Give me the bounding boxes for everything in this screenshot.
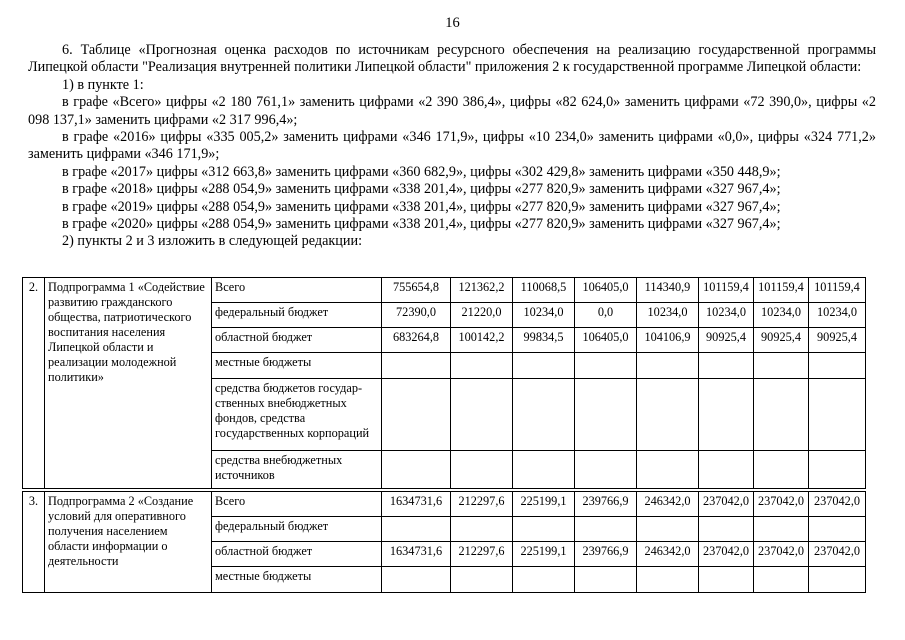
source-label: Всего	[212, 492, 382, 517]
value-cell	[637, 567, 699, 593]
value-cell: 237042,0	[809, 492, 866, 517]
value-cell	[575, 451, 637, 489]
value-cell	[575, 567, 637, 593]
value-cell	[513, 517, 575, 542]
value-cell: 101159,4	[699, 278, 754, 303]
value-cell	[451, 517, 513, 542]
table-row	[23, 278, 866, 303]
value-cell: 10234,0	[699, 303, 754, 328]
value-cell	[575, 517, 637, 542]
source-label: Всего	[212, 278, 382, 303]
value-cell	[809, 379, 866, 451]
value-cell	[754, 567, 809, 593]
value-cell	[754, 379, 809, 451]
paragraph-2020-column: в графе «2020» цифры «288 054,9» заменить цифрами «338 201,4», цифры «277 820,9» заменить цифрами «327 967,4»;	[62, 216, 781, 233]
value-cell: 21220,0	[451, 303, 513, 328]
value-cell	[637, 353, 699, 379]
value-cell	[513, 451, 575, 489]
value-cell: 237042,0	[754, 492, 809, 517]
source-label: федеральный бюджет	[212, 303, 382, 328]
value-cell	[809, 353, 866, 379]
value-cell: 90925,4	[754, 328, 809, 353]
value-cell: 90925,4	[699, 328, 754, 353]
amendment-text	[28, 42, 876, 251]
value-cell	[382, 379, 451, 451]
value-cell: 683264,8	[382, 328, 451, 353]
value-cell	[754, 353, 809, 379]
value-cell	[451, 451, 513, 489]
paragraph-item-2: 2) пункты 2 и 3 изложить в следующей редакции:	[62, 233, 363, 250]
value-cell	[699, 353, 754, 379]
value-cell: 90925,4	[809, 328, 866, 353]
value-cell: 106405,0	[575, 328, 637, 353]
value-cell	[382, 353, 451, 379]
value-cell	[637, 451, 699, 489]
value-cell	[382, 517, 451, 542]
value-cell: 225199,1	[513, 492, 575, 517]
value-cell: 72390,0	[382, 303, 451, 328]
value-cell	[513, 353, 575, 379]
value-cell	[699, 517, 754, 542]
paragraph-2018-column: в графе «2018» цифры «288 054,9» заменить цифрами «338 201,4», цифры «277 820,9» заменить цифрами «327 967,4»;	[62, 181, 781, 198]
page-number: 16	[445, 15, 460, 31]
source-label: местные бюджеты	[212, 353, 382, 379]
value-cell: 100142,2	[451, 328, 513, 353]
value-cell: 237042,0	[699, 542, 754, 567]
source-label: областной бюджет	[212, 542, 382, 567]
value-cell: 237042,0	[754, 542, 809, 567]
source-label: средства внебюджетных источников	[212, 451, 382, 489]
value-cell	[451, 379, 513, 451]
value-cell	[699, 567, 754, 593]
value-cell: 246342,0	[637, 542, 699, 567]
value-cell	[575, 353, 637, 379]
value-cell	[809, 517, 866, 542]
program-name: Подпрограмма 1 «Содействие развитию гражданского общества, патриотического воспитания населения Липецкой области и реализации молодежной политики»	[45, 278, 212, 489]
paragraph-total-column: в графе «Всего» цифры «2 180 761,1» заменить цифрами «2 390 386,4», цифры «82 624,0» заменить цифрами «72 390,0», цифры «2 098 137,1» заменить цифрами «2 317 996,4»;	[28, 94, 876, 128]
value-cell: 212297,6	[451, 492, 513, 517]
value-cell: 237042,0	[699, 492, 754, 517]
value-cell	[513, 379, 575, 451]
value-cell	[754, 517, 809, 542]
source-label: областной бюджет	[212, 328, 382, 353]
value-cell: 0,0	[575, 303, 637, 328]
value-cell: 239766,9	[575, 542, 637, 567]
table-row	[23, 492, 866, 517]
paragraph-2016-column: в графе «2016» цифры «335 005,2» заменить цифрами «346 171,9», цифры «10 234,0» заменить цифрами «0,0», цифры «324 771,2» заменить цифрами «346 171,9»;	[28, 129, 876, 163]
value-cell	[382, 451, 451, 489]
program-name: Подпрограмма 2 «Создание условий для оперативного получения населением области информации о деятельности	[45, 492, 212, 593]
value-cell: 225199,1	[513, 542, 575, 567]
value-cell: 1634731,6	[382, 492, 451, 517]
program-number: 2.	[23, 278, 45, 489]
value-cell: 10234,0	[809, 303, 866, 328]
value-cell: 106405,0	[575, 278, 637, 303]
value-cell	[809, 451, 866, 489]
value-cell	[451, 353, 513, 379]
source-label: средства бюджетов государ-ственных внебюджетных фондов, средства государственных корпораций	[212, 379, 382, 451]
paragraph-intro: 6. Таблице «Прогнозная оценка расходов по источникам ресурсного обеспечения на реализацию государственной программы Липецкой области "Реализация внутренней политики Липецкой области" приложения 2 к государственной программе Липецкой области:	[28, 42, 876, 76]
source-label: федеральный бюджет	[212, 517, 382, 542]
value-cell	[451, 567, 513, 593]
value-cell	[382, 567, 451, 593]
value-cell: 10234,0	[637, 303, 699, 328]
value-cell: 101159,4	[754, 278, 809, 303]
value-cell	[699, 451, 754, 489]
source-label: местные бюджеты	[212, 567, 382, 593]
paragraph-item-1: 1) в пункте 1:	[62, 76, 144, 93]
value-cell: 246342,0	[637, 492, 699, 517]
value-cell: 110068,5	[513, 278, 575, 303]
value-cell	[575, 379, 637, 451]
value-cell	[513, 567, 575, 593]
value-cell: 10234,0	[513, 303, 575, 328]
value-cell	[809, 567, 866, 593]
value-cell: 239766,9	[575, 492, 637, 517]
value-cell	[637, 517, 699, 542]
value-cell: 212297,6	[451, 542, 513, 567]
value-cell: 114340,9	[637, 278, 699, 303]
value-cell: 10234,0	[754, 303, 809, 328]
value-cell	[699, 379, 754, 451]
paragraph-2017-column: в графе «2017» цифры «312 663,8» заменить цифрами «360 682,9», цифры «302 429,8» заменить цифрами «350 448,9»;	[62, 163, 781, 180]
value-cell: 104106,9	[637, 328, 699, 353]
value-cell: 101159,4	[809, 278, 866, 303]
expenditure-table	[22, 277, 866, 593]
program-number: 3.	[23, 492, 45, 593]
value-cell: 99834,5	[513, 328, 575, 353]
value-cell: 1634731,6	[382, 542, 451, 567]
value-cell	[637, 379, 699, 451]
value-cell: 755654,8	[382, 278, 451, 303]
value-cell: 121362,2	[451, 278, 513, 303]
value-cell	[754, 451, 809, 489]
paragraph-2019-column: в графе «2019» цифры «288 054,9» заменить цифрами «338 201,4», цифры «277 820,9» заменить цифрами «327 967,4»;	[62, 198, 781, 215]
value-cell: 237042,0	[809, 542, 866, 567]
